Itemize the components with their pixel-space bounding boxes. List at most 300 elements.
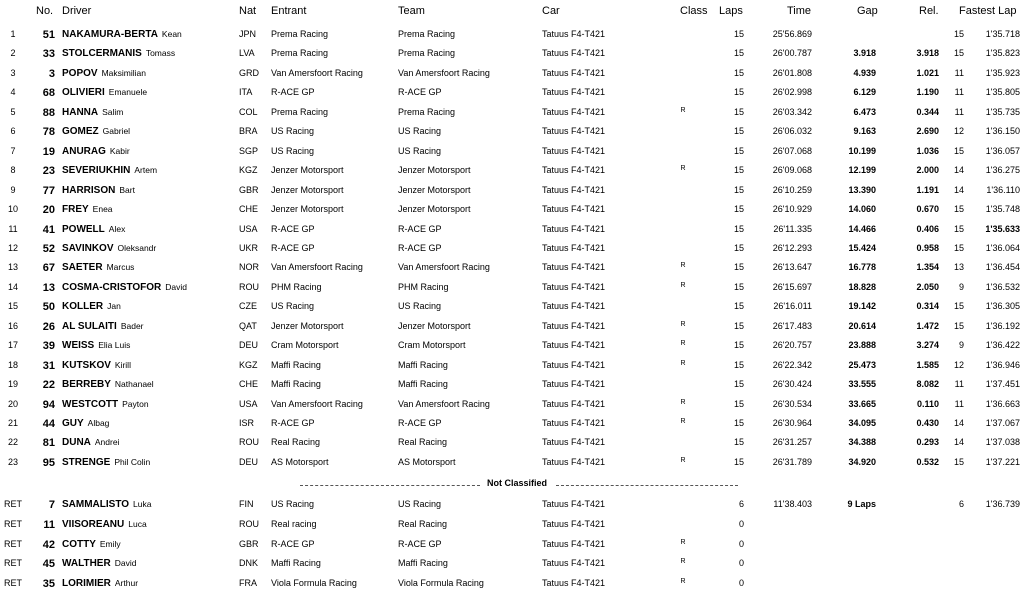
cell-gap: 6.129 xyxy=(853,87,876,97)
header-entrant: Entrant xyxy=(271,5,307,17)
cell-rel: 2.000 xyxy=(916,165,939,175)
cell-nat: CZE xyxy=(239,301,257,311)
cell-number: 31 xyxy=(42,360,55,372)
cell-rel: 0.406 xyxy=(916,224,939,234)
cell-driver xyxy=(62,107,232,118)
cell-fastest-lap-time: 1'37.451 xyxy=(985,379,1020,389)
driver-firstname: Kabir xyxy=(109,146,130,156)
cell-entrant: R-ACE GP xyxy=(271,224,315,234)
cell-pos: 1 xyxy=(10,29,16,39)
table-row xyxy=(0,418,1024,437)
table-row xyxy=(0,204,1024,223)
cell-gap: 14.466 xyxy=(848,224,876,234)
cell-gap: 9.163 xyxy=(853,126,876,136)
cell-number: 68 xyxy=(42,87,55,99)
driver-surname: BERREBY xyxy=(62,379,111,390)
cell-car: Tatuus F4-T421 xyxy=(542,418,606,428)
cell-time: 26'09.068 xyxy=(772,165,812,175)
cell-entrant: Van Amersfoort Racing xyxy=(271,262,363,272)
cell-number: 95 xyxy=(42,457,55,469)
cell-fastest-lap-time: 1'35.735 xyxy=(985,107,1020,117)
cell-entrant: Cram Motorsport xyxy=(271,340,339,350)
cell-car: Tatuus F4-T421 xyxy=(542,107,606,117)
cell-nat: JPN xyxy=(239,29,257,39)
cell-pos: 2 xyxy=(10,48,16,58)
cell-car: Tatuus F4-T421 xyxy=(542,539,606,549)
cell-pos: 23 xyxy=(7,457,18,467)
cell-team: R-ACE GP xyxy=(398,243,442,253)
cell-time: 26'00.787 xyxy=(772,48,812,58)
cell-fastest-lap-time: 1'36.739 xyxy=(985,499,1020,509)
driver-firstname: Emily xyxy=(99,539,121,549)
driver-surname: VIISOREANU xyxy=(62,519,125,530)
cell-laps: 15 xyxy=(733,107,744,117)
table-row xyxy=(0,360,1024,379)
cell-fastest-lap-time: 1'36.275 xyxy=(985,165,1020,175)
cell-gap: 34.388 xyxy=(848,437,876,447)
driver-firstname: Luca xyxy=(128,519,147,529)
cell-fastest-lap-no: 15 xyxy=(953,146,964,156)
table-row xyxy=(0,558,1024,577)
cell-number: 94 xyxy=(42,399,55,411)
cell-entrant: US Racing xyxy=(271,146,315,156)
cell-team: Jenzer Motorsport xyxy=(398,185,471,195)
cell-team: R-ACE GP xyxy=(398,87,442,97)
cell-fastest-lap-no: 14 xyxy=(953,418,964,428)
cell-class: R xyxy=(680,340,686,347)
cell-driver xyxy=(62,165,232,176)
separator-line-left xyxy=(300,485,480,486)
cell-entrant: AS Motorsport xyxy=(271,457,329,467)
cell-time: 26'02.998 xyxy=(772,87,812,97)
cell-laps: 15 xyxy=(733,126,744,136)
cell-number: 33 xyxy=(42,48,55,60)
table-row xyxy=(0,243,1024,262)
cell-entrant: Jenzer Motorsport xyxy=(271,165,344,175)
cell-car: Tatuus F4-T421 xyxy=(542,29,606,39)
table-row xyxy=(0,146,1024,165)
driver-firstname: Arthur xyxy=(114,578,139,588)
driver-surname: KOLLER xyxy=(62,301,104,312)
cell-gap: 4.939 xyxy=(853,68,876,78)
cell-driver xyxy=(62,87,232,98)
driver-firstname: Luka xyxy=(133,499,152,509)
driver-surname: HARRISON xyxy=(62,185,116,196)
cell-number: 67 xyxy=(42,262,55,274)
cell-car: Tatuus F4-T421 xyxy=(542,282,606,292)
cell-rel: 0.670 xyxy=(916,204,939,214)
driver-firstname: Artem xyxy=(134,165,158,175)
cell-pos: 10 xyxy=(7,204,18,214)
cell-number: 45 xyxy=(42,558,55,570)
cell-team: US Racing xyxy=(398,126,442,136)
cell-laps: 15 xyxy=(733,204,744,214)
cell-gap: 19.142 xyxy=(848,301,876,311)
cell-time: 26'20.757 xyxy=(772,340,812,350)
header-rel: Rel. xyxy=(919,5,939,17)
cell-number: 42 xyxy=(42,539,55,551)
cell-car: Tatuus F4-T421 xyxy=(542,558,606,568)
cell-fastest-lap-no: 15 xyxy=(953,243,964,253)
cell-entrant: US Racing xyxy=(271,126,315,136)
driver-firstname: Maksimilian xyxy=(101,68,146,78)
cell-nat: DEU xyxy=(239,457,259,467)
cell-driver xyxy=(62,340,232,351)
cell-driver xyxy=(62,418,232,429)
cell-team: US Racing xyxy=(398,499,442,509)
driver-surname: GOMEZ xyxy=(62,126,99,137)
cell-nat: DEU xyxy=(239,340,259,350)
table-row xyxy=(0,457,1024,476)
cell-driver xyxy=(62,262,232,273)
cell-car: Tatuus F4-T421 xyxy=(542,224,606,234)
driver-surname: FREY xyxy=(62,204,89,215)
cell-team: US Racing xyxy=(398,146,442,156)
table-row xyxy=(0,68,1024,87)
cell-gap: 34.920 xyxy=(848,457,876,467)
cell-rel: 1.472 xyxy=(916,321,939,331)
cell-pos: 8 xyxy=(10,165,16,175)
cell-rel: 0.314 xyxy=(916,301,939,311)
table-row xyxy=(0,539,1024,558)
cell-entrant: Van Amersfoort Racing xyxy=(271,68,363,78)
driver-firstname: Elia Luis xyxy=(98,340,131,350)
cell-laps: 6 xyxy=(738,499,744,509)
cell-driver xyxy=(62,185,232,196)
cell-number: 13 xyxy=(42,282,55,294)
cell-team: Real Racing xyxy=(398,437,448,447)
cell-car: Tatuus F4-T421 xyxy=(542,126,606,136)
table-row xyxy=(0,282,1024,301)
table-row xyxy=(0,399,1024,418)
cell-fastest-lap-time: 1'37.067 xyxy=(985,418,1020,428)
cell-laps: 15 xyxy=(733,418,744,428)
cell-driver xyxy=(62,437,232,448)
cell-fastest-lap-time: 1'35.923 xyxy=(985,68,1020,78)
cell-driver xyxy=(62,519,232,530)
cell-driver xyxy=(62,301,232,312)
cell-car: Tatuus F4-T421 xyxy=(542,301,606,311)
cell-entrant: R-ACE GP xyxy=(271,418,315,428)
header-no: No. xyxy=(36,5,54,17)
cell-laps: 15 xyxy=(733,437,744,447)
driver-firstname: Payton xyxy=(122,399,149,409)
driver-surname: NAKAMURA-BERTA xyxy=(62,29,158,40)
cell-number: 39 xyxy=(42,340,55,352)
table-header xyxy=(0,5,1024,21)
cell-laps: 15 xyxy=(733,146,744,156)
cell-gap: 23.888 xyxy=(848,340,876,350)
driver-firstname: Albag xyxy=(87,418,110,428)
driver-surname: POPOV xyxy=(62,68,98,79)
cell-laps: 15 xyxy=(733,48,744,58)
cell-rel: 3.274 xyxy=(916,340,939,350)
cell-car: Tatuus F4-T421 xyxy=(542,321,606,331)
cell-nat: LVA xyxy=(239,48,255,58)
driver-firstname: Bart xyxy=(119,185,135,195)
driver-firstname: Nathanael xyxy=(114,379,154,389)
driver-firstname: Bader xyxy=(120,321,144,331)
cell-pos: 14 xyxy=(7,282,18,292)
cell-team: Prema Racing xyxy=(398,107,456,117)
table-row xyxy=(0,262,1024,281)
cell-laps: 15 xyxy=(733,360,744,370)
cell-fastest-lap-no: 15 xyxy=(953,204,964,214)
cell-laps: 15 xyxy=(733,457,744,467)
cell-pos: 20 xyxy=(7,399,18,409)
cell-driver xyxy=(62,224,232,235)
cell-gap: 6.473 xyxy=(853,107,876,117)
cell-car: Tatuus F4-T421 xyxy=(542,262,606,272)
cell-laps: 15 xyxy=(733,262,744,272)
table-row xyxy=(0,379,1024,398)
cell-car: Tatuus F4-T421 xyxy=(542,379,606,389)
cell-fastest-lap-no: 11 xyxy=(954,399,964,409)
cell-team: Maffi Racing xyxy=(398,379,448,389)
cell-fastest-lap-no: 15 xyxy=(953,29,964,39)
cell-nat: USA xyxy=(239,224,258,234)
cell-entrant: Jenzer Motorsport xyxy=(271,321,344,331)
cell-gap: 13.390 xyxy=(848,185,876,195)
driver-surname: STRENGE xyxy=(62,457,111,468)
cell-gap: 9 Laps xyxy=(847,499,876,509)
driver-surname: WESTCOTT xyxy=(62,399,119,410)
cell-nat: ROU xyxy=(239,282,259,292)
cell-pos: RET xyxy=(4,499,22,509)
cell-driver xyxy=(62,282,232,293)
cell-entrant: Maffi Racing xyxy=(271,379,321,389)
cell-pos: RET xyxy=(4,578,22,588)
cell-driver xyxy=(62,558,232,569)
cell-time: 26'11.335 xyxy=(773,224,812,234)
cell-laps: 15 xyxy=(733,165,744,175)
cell-laps: 15 xyxy=(733,379,744,389)
cell-team: R-ACE GP xyxy=(398,224,442,234)
cell-fastest-lap-time: 1'36.192 xyxy=(985,321,1020,331)
cell-entrant: Maffi Racing xyxy=(271,360,321,370)
cell-fastest-lap-no: 14 xyxy=(953,185,964,195)
cell-nat: CHE xyxy=(239,204,259,214)
cell-number: 22 xyxy=(42,379,55,391)
cell-car: Tatuus F4-T421 xyxy=(542,437,606,447)
cell-pos: RET xyxy=(4,519,22,529)
cell-fastest-lap-time: 1'36.454 xyxy=(985,262,1020,272)
cell-team: Viola Formula Racing xyxy=(398,578,484,588)
table-row xyxy=(0,437,1024,456)
driver-firstname: Kirill xyxy=(114,360,131,370)
cell-time: 26'06.032 xyxy=(772,126,812,136)
cell-fastest-lap-no: 12 xyxy=(953,126,964,136)
cell-fastest-lap-no: 15 xyxy=(953,48,964,58)
cell-number: 44 xyxy=(42,418,55,430)
cell-nat: DNK xyxy=(239,558,259,568)
cell-driver xyxy=(62,126,232,137)
cell-pos: 18 xyxy=(7,360,18,370)
cell-gap: 18.828 xyxy=(848,282,876,292)
cell-number: 51 xyxy=(42,29,55,41)
cell-laps: 0 xyxy=(738,519,744,529)
driver-surname: KUTSKOV xyxy=(62,360,111,371)
cell-nat: FIN xyxy=(239,499,254,509)
cell-class: R xyxy=(680,360,686,367)
driver-firstname: David xyxy=(114,558,137,568)
cell-fastest-lap-no: 11 xyxy=(954,379,964,389)
cell-car: Tatuus F4-T421 xyxy=(542,578,606,588)
cell-entrant: Prema Racing xyxy=(271,48,329,58)
cell-car: Tatuus F4-T421 xyxy=(542,87,606,97)
header-laps: Laps xyxy=(719,5,743,17)
cell-number: 88 xyxy=(42,107,55,119)
cell-driver xyxy=(62,68,232,79)
table-row xyxy=(0,165,1024,184)
cell-nat: ROU xyxy=(239,437,259,447)
cell-time: 25'56.869 xyxy=(772,29,812,39)
cell-laps: 0 xyxy=(738,578,744,588)
cell-driver xyxy=(62,539,232,550)
cell-team: Jenzer Motorsport xyxy=(398,165,471,175)
cell-fastest-lap-time: 1'35.633 xyxy=(985,224,1020,234)
cell-fastest-lap-no: 11 xyxy=(954,87,964,97)
cell-driver xyxy=(62,48,232,59)
cell-number: 20 xyxy=(42,204,55,216)
cell-team: Van Amersfoort Racing xyxy=(398,68,490,78)
cell-time: 26'31.257 xyxy=(772,437,812,447)
cell-rel: 0.293 xyxy=(916,437,939,447)
cell-entrant: R-ACE GP xyxy=(271,539,315,549)
cell-nat: USA xyxy=(239,399,258,409)
driver-surname: POWELL xyxy=(62,224,105,235)
cell-number: 11 xyxy=(43,519,55,531)
cell-car: Tatuus F4-T421 xyxy=(542,165,606,175)
cell-class: R xyxy=(680,457,686,464)
table-row xyxy=(0,578,1024,597)
cell-fastest-lap-time: 1'36.532 xyxy=(985,282,1020,292)
cell-class: R xyxy=(680,558,686,565)
cell-fastest-lap-time: 1'36.422 xyxy=(985,340,1020,350)
cell-driver xyxy=(62,146,232,157)
driver-firstname: Jan xyxy=(107,301,121,311)
cell-laps: 15 xyxy=(733,282,744,292)
cell-number: 50 xyxy=(42,301,55,313)
cell-gap: 33.555 xyxy=(848,379,876,389)
cell-driver xyxy=(62,29,232,40)
cell-entrant: PHM Racing xyxy=(271,282,322,292)
driver-firstname: Emanuele xyxy=(108,87,148,97)
cell-laps: 15 xyxy=(733,87,744,97)
header-fastest-lap: Fastest Lap xyxy=(959,5,1017,17)
driver-firstname: Andrei xyxy=(94,437,120,447)
cell-pos: 5 xyxy=(10,107,16,117)
cell-nat: ITA xyxy=(239,87,253,97)
table-row xyxy=(0,107,1024,126)
cell-car: Tatuus F4-T421 xyxy=(542,499,606,509)
cell-team: Prema Racing xyxy=(398,29,456,39)
cell-rel: 1.191 xyxy=(916,185,939,195)
cell-class: R xyxy=(680,539,686,546)
cell-time: 11'38.403 xyxy=(773,499,812,509)
cell-fastest-lap-no: 14 xyxy=(953,165,964,175)
cell-fastest-lap-no: 11 xyxy=(954,107,964,117)
cell-gap: 34.095 xyxy=(848,418,876,428)
driver-surname: LORIMIER xyxy=(62,578,111,589)
cell-class: R xyxy=(680,262,686,269)
cell-fastest-lap-time: 1'37.221 xyxy=(985,457,1020,467)
cell-rel: 0.430 xyxy=(916,418,939,428)
cell-team: Prema Racing xyxy=(398,48,456,58)
cell-nat: BRA xyxy=(239,126,258,136)
driver-firstname: Alex xyxy=(108,224,126,234)
cell-laps: 15 xyxy=(733,185,744,195)
cell-class: R xyxy=(680,165,686,172)
cell-nat: KGZ xyxy=(239,360,258,370)
cell-pos: 21 xyxy=(7,418,18,428)
cell-car: Tatuus F4-T421 xyxy=(542,185,606,195)
cell-team: R-ACE GP xyxy=(398,418,442,428)
not-classified-separator xyxy=(0,477,1024,493)
cell-laps: 15 xyxy=(733,399,744,409)
cell-entrant: Jenzer Motorsport xyxy=(271,185,344,195)
cell-fastest-lap-time: 1'36.150 xyxy=(985,126,1020,136)
cell-laps: 0 xyxy=(738,539,744,549)
cell-laps: 15 xyxy=(733,243,744,253)
driver-surname: OLIVIERI xyxy=(62,87,105,98)
cell-driver xyxy=(62,578,232,589)
driver-surname: WEISS xyxy=(62,340,95,351)
cell-entrant: Maffi Racing xyxy=(271,558,321,568)
cell-pos: 16 xyxy=(7,321,18,331)
cell-entrant: R-ACE GP xyxy=(271,87,315,97)
driver-firstname: Marcus xyxy=(106,262,135,272)
cell-gap: 10.199 xyxy=(848,146,876,156)
cell-nat: COL xyxy=(239,107,258,117)
cell-team: Cram Motorsport xyxy=(398,340,466,350)
cell-rel: 1.354 xyxy=(916,262,939,272)
table-row xyxy=(0,126,1024,145)
cell-fastest-lap-no: 15 xyxy=(953,321,964,331)
cell-time: 26'15.697 xyxy=(772,282,812,292)
driver-firstname: Enea xyxy=(92,204,113,214)
cell-time: 26'13.647 xyxy=(772,262,812,272)
cell-time: 26'30.424 xyxy=(772,379,812,389)
cell-pos: 4 xyxy=(10,87,16,97)
cell-fastest-lap-no: 12 xyxy=(953,360,964,370)
cell-gap: 3.918 xyxy=(853,48,876,58)
cell-pos: 22 xyxy=(7,437,18,447)
cell-fastest-lap-time: 1'35.805 xyxy=(985,87,1020,97)
table-row xyxy=(0,321,1024,340)
cell-driver xyxy=(62,399,232,410)
table-row xyxy=(0,301,1024,320)
header-gap: Gap xyxy=(857,5,878,17)
cell-gap: 12.199 xyxy=(848,165,876,175)
cell-pos: 17 xyxy=(7,340,18,350)
cell-laps: 15 xyxy=(733,29,744,39)
cell-gap: 14.060 xyxy=(848,204,876,214)
cell-pos: 15 xyxy=(7,301,18,311)
cell-nat: GBR xyxy=(239,539,259,549)
table-row xyxy=(0,185,1024,204)
cell-team: PHM Racing xyxy=(398,282,449,292)
cell-team: R-ACE GP xyxy=(398,539,442,549)
cell-fastest-lap-no: 13 xyxy=(953,262,964,272)
driver-surname: DUNA xyxy=(62,437,91,448)
header-time: Time xyxy=(787,5,812,17)
separator-line-right xyxy=(556,485,738,486)
cell-class: R xyxy=(680,399,686,406)
cell-team: Maffi Racing xyxy=(398,360,448,370)
driver-firstname: Oleksandr xyxy=(117,243,157,253)
cell-pos: 13 xyxy=(7,262,18,272)
